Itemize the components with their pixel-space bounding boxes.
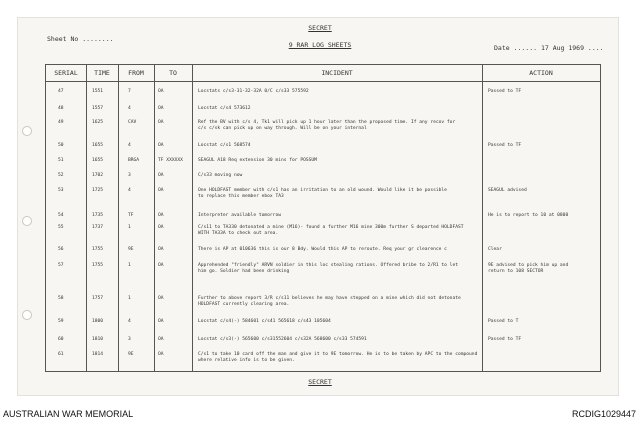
row-action-line: Passed to TF <box>488 143 522 148</box>
row-from: 4 <box>128 143 131 148</box>
row-action-line: Passed to TF <box>488 89 522 94</box>
row-time: 1655 <box>92 158 104 163</box>
row-from: 3 <box>128 337 131 342</box>
row-incident-line: Interpreter available tomorrow <box>198 213 281 218</box>
row-incident-line: Ref the BV with c/s 4, Tk1 will pick up 1 hour later than the proposed time. If any recov for <box>198 120 456 125</box>
row-to: OA <box>158 143 164 148</box>
row-serial: 54 <box>58 213 64 218</box>
row-action-line: return to 108 SECTOR <box>488 269 544 274</box>
security-classification-bottom: SECRET <box>308 378 332 386</box>
row-serial: 52 <box>58 173 64 178</box>
row-serial: 51 <box>58 158 64 163</box>
row-incident-line: Locstat c/s4(-) 584601 c/s41 565618 c/s43 105604 <box>198 319 331 324</box>
row-serial: 55 <box>58 225 64 230</box>
row-serial: 49 <box>58 120 64 125</box>
row-incident-line: where relative info is to be given. <box>198 358 295 363</box>
row-time: 1557 <box>92 106 104 111</box>
archive-reference: RCDIG1029447 <box>571 409 636 419</box>
row-incident-line: him go. Soldier had been drinking <box>198 269 290 274</box>
archive-name: AUSTRALIAN WAR MEMORIAL <box>3 409 134 419</box>
row-action-line: Passed to TF <box>488 337 522 342</box>
row-to: OA <box>158 106 164 111</box>
log-date: Date ...... 17 Aug 1969 .... <box>494 44 604 52</box>
column-header-from: FROM <box>128 69 144 77</box>
row-time: 1800 <box>92 319 104 324</box>
row-incident-line: c/s c/sk can pick up on way through. Will be on your internal <box>198 126 367 131</box>
row-incident-line: Locstat c/s4 573612 <box>198 106 251 111</box>
row-serial: 53 <box>58 188 64 193</box>
row-incident-line: SEAGUL A18 Req extension 30 mins for POSSUM <box>198 158 317 163</box>
row-time: 1725 <box>92 188 104 193</box>
row-from: 9E <box>128 247 134 252</box>
archive-footer <box>0 404 640 424</box>
row-from: 1 <box>128 225 131 230</box>
row-serial: 56 <box>58 247 64 252</box>
row-time: 1814 <box>92 352 104 357</box>
row-serial: 48 <box>58 106 64 111</box>
punch-hole <box>22 310 32 320</box>
column-header-action: ACTION <box>529 69 553 77</box>
row-incident-line: WITH TA33A to check out area. <box>198 231 279 236</box>
row-time: 1702 <box>92 173 104 178</box>
row-to: OA <box>158 225 164 230</box>
sheet-number: Sheet No ........ <box>47 35 114 43</box>
row-time: 1735 <box>92 213 104 218</box>
row-serial: 61 <box>58 352 64 357</box>
row-to: OA <box>158 337 164 342</box>
row-incident-line: Locstats c/s3-31-32-32A 0/C c/s33 575592 <box>198 89 309 94</box>
row-incident-line: C/s1 to take 10 card off the man and give it to 9E tomorrow. He is to be taken by APC to the compound <box>198 352 478 357</box>
row-from: 1 <box>128 263 131 268</box>
row-incident-line: One HOLDFAST member with c/s1 has an irritation to an old wound. Would like it be possible <box>198 188 447 193</box>
column-header-time: TIME <box>94 69 110 77</box>
row-action-line: 9E advised to pick him up and <box>488 263 569 268</box>
row-to: OA <box>158 120 164 125</box>
column-header-to: TO <box>169 69 177 77</box>
row-serial: 59 <box>58 319 64 324</box>
row-to: TF XXXXXX <box>158 158 183 163</box>
row-serial: 58 <box>58 296 64 301</box>
row-incident-line: There is AP at 010636 this is our 8 Bdy. Would this AP to reroute. Req your gr clearence c <box>198 247 447 252</box>
punch-hole <box>22 216 32 226</box>
row-serial: 47 <box>58 89 64 94</box>
row-to: OA <box>158 173 164 178</box>
row-incident-line: C/s11 to TA330 detonated a mine (M16)- found a further M16 mine 300m further S departed HOLDFAST <box>198 225 464 230</box>
column-header-serial: SERIAL <box>54 69 78 77</box>
row-time: 1757 <box>92 296 104 301</box>
row-time: 1655 <box>92 143 104 148</box>
log-table <box>45 64 601 372</box>
row-time: 1755 <box>92 247 104 252</box>
row-to: OA <box>158 296 164 301</box>
row-action-line: Clear <box>488 247 502 252</box>
row-from: 4 <box>128 106 131 111</box>
row-time: 1755 <box>92 263 104 268</box>
row-from: 1 <box>128 296 131 301</box>
row-from: CAV <box>128 120 137 125</box>
row-to: OA <box>158 188 164 193</box>
row-time: 1810 <box>92 337 104 342</box>
row-incident-line: Locstat c/s3(-) 565600 c/s31552604 c/s32A 568600 c/s33 574591 <box>198 337 367 342</box>
row-to: OA <box>158 89 164 94</box>
row-incident-line: Locstat c/s1 568574 <box>198 143 251 148</box>
row-to: OA <box>158 352 164 357</box>
punch-hole <box>22 126 32 136</box>
row-serial: 57 <box>58 263 64 268</box>
row-to: OA <box>158 319 164 324</box>
row-incident-line: to replace this member ebox TA3 <box>198 194 284 199</box>
row-serial: 60 <box>58 337 64 342</box>
row-to: OA <box>158 213 164 218</box>
row-time: 1625 <box>92 120 104 125</box>
row-from: BRGA <box>128 158 140 163</box>
row-from: 3 <box>128 173 131 178</box>
row-incident-line: Apprehended "friendly" ARVN soldier in this loc stealing rations. Offered bribe to 2/R1 to let <box>198 263 458 268</box>
row-incident-line: Further to above report 3/R c/s11 believes he may have stepped on a mine which did not detonate <box>198 296 461 301</box>
row-from: TF <box>128 213 134 218</box>
row-to: OA <box>158 263 164 268</box>
row-from: 9E <box>128 352 134 357</box>
row-incident-line: HOLDFAST currently clearing area. <box>198 302 290 307</box>
row-incident-line: C/s33 moving now <box>198 173 243 178</box>
column-header-incident: INCIDENT <box>321 69 353 77</box>
row-action-line: Passed to T <box>488 319 519 324</box>
row-to: OA <box>158 247 164 252</box>
row-time: 1551 <box>92 89 104 94</box>
security-classification-top: SECRET <box>308 24 332 32</box>
row-from: 4 <box>128 188 131 193</box>
row-serial: 50 <box>58 143 64 148</box>
row-time: 1737 <box>92 225 104 230</box>
row-from: 4 <box>128 319 131 324</box>
page-title: 9 RAR LOG SHEETS <box>288 41 352 49</box>
row-from: 7 <box>128 89 131 94</box>
row-action-line: SEAGUL advised <box>488 188 527 193</box>
row-action-line: He is to report to 10 at 0800 <box>488 213 569 218</box>
